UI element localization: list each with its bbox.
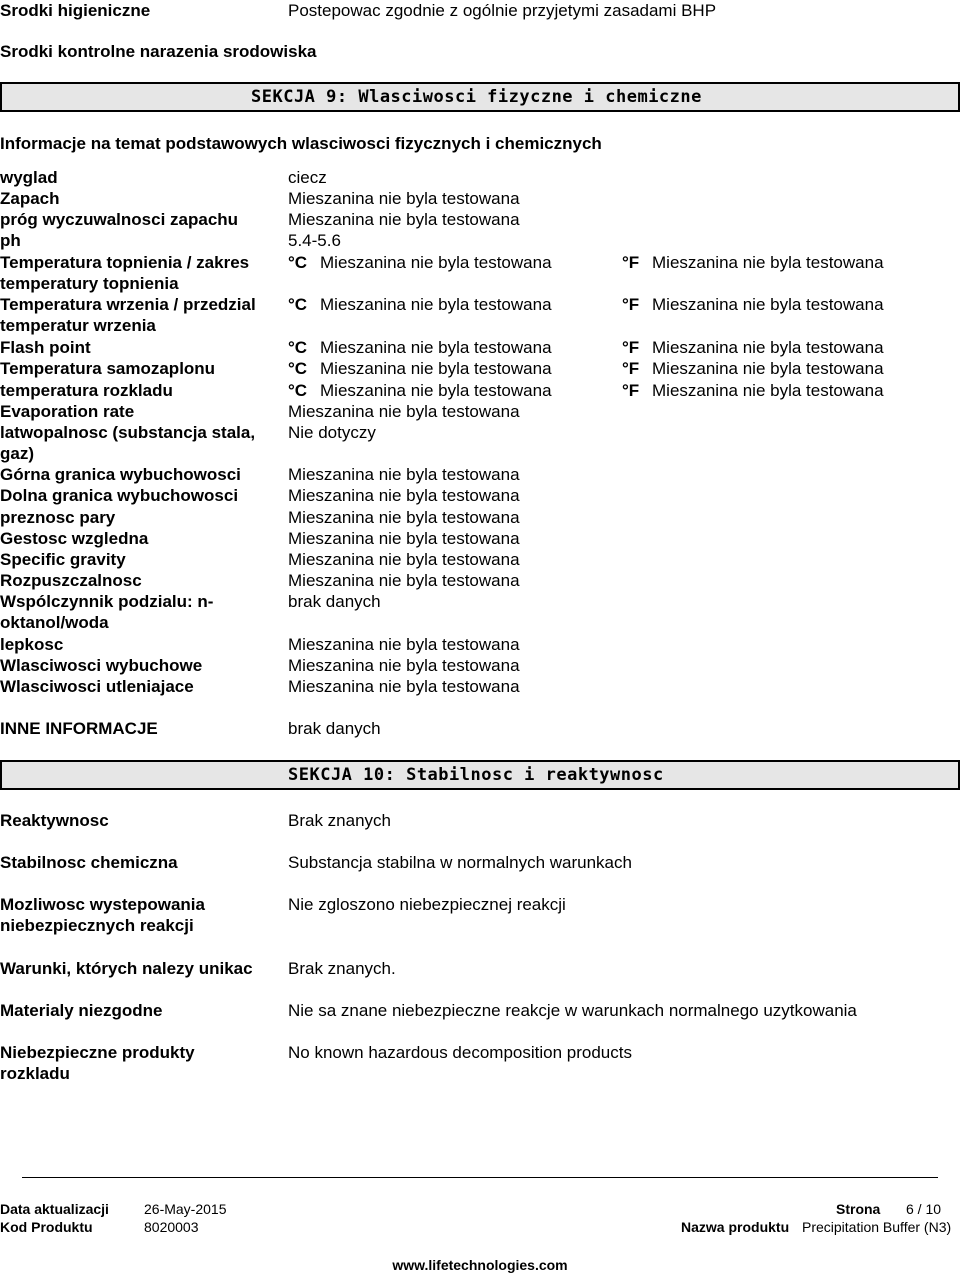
hygiene-value: Postepowac zgodnie z ogólnie przyjetymi zasadami BHP (288, 1, 717, 20)
prop-label: Flash point (0, 338, 91, 357)
celsius-unit: °C (288, 253, 308, 272)
prop-label: Wlasciwosci utleniajace (0, 677, 194, 696)
prop-value: Mieszanina nie byla testowana (288, 465, 520, 484)
product-name-value: Precipitation Buffer (N3) (802, 1219, 952, 1235)
celsius-unit: °C (288, 338, 308, 357)
prop-label: Gestosc wzgledna (0, 529, 149, 548)
prop-value: Mieszanina nie byla testowana (288, 486, 520, 505)
stability-label: Warunki, których nalezy unikac (0, 959, 253, 978)
section9-subtitle: Informacje na temat podstawowych wlasciwosci fizycznych i chemicznych (0, 134, 602, 153)
prop-value: Mieszanina nie byla testowana (288, 529, 520, 548)
celsius-unit: °C (288, 359, 308, 378)
fahrenheit-value: Mieszanina nie byla testowana (652, 381, 884, 400)
product-code-label: Kod Produktu (0, 1219, 93, 1235)
page-number: 6 / 10 (906, 1201, 942, 1217)
stability-label: Stabilnosc chemiczna (0, 853, 178, 872)
prop-label: temperatura rozkladu (0, 381, 173, 400)
stability-value: Nie zgloszono niebezpiecznej reakcji (288, 895, 566, 914)
celsius-value: Mieszanina nie byla testowana (320, 295, 552, 314)
page-label: Strona (836, 1201, 881, 1217)
stability-value: Nie sa znane niebezpieczne reakcje w warunkach normalnego uzytkowania (288, 1001, 857, 1020)
stability-value: Substancja stabilna w normalnych warunkach (288, 853, 632, 872)
prop-label: lepkosc (0, 635, 64, 654)
celsius-unit: °C (288, 381, 308, 400)
fahrenheit-unit: °F (622, 295, 640, 314)
prop-label: Temperatura wrzenia / przedzial temperatur wrzenia (0, 295, 256, 335)
prop-label: Evaporation rate (0, 402, 135, 421)
product-name-label: Nazwa produktu (681, 1219, 790, 1235)
celsius-unit: °C (288, 295, 308, 314)
revision-date-label: Data aktualizacji (0, 1201, 109, 1217)
prop-value: 5.4-5.6 (288, 231, 341, 250)
fahrenheit-value: Mieszanina nie byla testowana (652, 338, 884, 357)
prop-label: Temperatura samozaplonu (0, 359, 216, 378)
prop-label: latwopalnosc (substancja stala, gaz) (0, 423, 256, 463)
fahrenheit-value: Mieszanina nie byla testowana (652, 253, 884, 272)
footer-divider (22, 1177, 938, 1178)
prop-value: Mieszanina nie byla testowana (288, 635, 520, 654)
section10-title: SEKCJA 10: Stabilnosc i reaktywnosc (288, 765, 664, 785)
other-info-value: brak danych (288, 719, 381, 738)
section9-title: SEKCJA 9: Wlasciwosci fizyczne i chemiczne (251, 87, 702, 107)
fahrenheit-unit: °F (622, 338, 640, 357)
prop-label: próg wyczuwalnosci zapachu (0, 210, 239, 229)
revision-date-value: 26-May-2015 (144, 1201, 227, 1217)
prop-value: Nie dotyczy (288, 423, 376, 442)
env-control-label: Srodki kontrolne narazenia srodowiska (0, 42, 317, 61)
prop-value: Mieszanina nie byla testowana (288, 402, 520, 421)
prop-label: Wspólczynnik podzialu: n-oktanol/woda (0, 592, 214, 632)
prop-label: Specific gravity (0, 550, 126, 569)
stability-label: Reaktywnosc (0, 811, 109, 830)
prop-value: Mieszanina nie byla testowana (288, 508, 520, 527)
stability-value: Brak znanych (288, 811, 391, 830)
prop-label: wyglad (0, 168, 58, 187)
prop-label: Zapach (0, 189, 60, 208)
product-code-value: 8020003 (144, 1219, 199, 1235)
prop-value: Mieszanina nie byla testowana (288, 189, 520, 208)
stability-label: Mozliwosc wystepowania niebezpiecznych reakcji (0, 895, 205, 935)
prop-label: Górna granica wybuchowosci (0, 465, 241, 484)
celsius-value: Mieszanina nie byla testowana (320, 381, 552, 400)
prop-value: Mieszanina nie byla testowana (288, 550, 520, 569)
prop-label: Wlasciwosci wybuchowe (0, 656, 203, 675)
website-link[interactable]: www.lifetechnologies.com (392, 1257, 568, 1273)
other-info-label: INNE INFORMACJE (0, 719, 158, 738)
prop-value: brak danych (288, 592, 381, 611)
prop-label: Dolna granica wybuchowosci (0, 486, 239, 505)
fahrenheit-unit: °F (622, 381, 640, 400)
hygiene-label: Srodki higieniczne (0, 1, 151, 20)
fahrenheit-value: Mieszanina nie byla testowana (652, 359, 884, 378)
fahrenheit-value: Mieszanina nie byla testowana (652, 295, 884, 314)
stability-label: Niebezpieczne produkty rozkladu (0, 1043, 195, 1083)
prop-value: Mieszanina nie byla testowana (288, 656, 520, 675)
stability-label: Materialy niezgodne (0, 1001, 163, 1020)
stability-value: Brak znanych. (288, 959, 396, 978)
fahrenheit-unit: °F (622, 359, 640, 378)
prop-value: Mieszanina nie byla testowana (288, 571, 520, 590)
stability-value: No known hazardous decomposition products (288, 1043, 632, 1062)
prop-label: ph (0, 231, 21, 250)
celsius-value: Mieszanina nie byla testowana (320, 359, 552, 378)
prop-value: Mieszanina nie byla testowana (288, 210, 520, 229)
prop-label: Rozpuszczalnosc (0, 571, 142, 590)
prop-label: Temperatura topnienia / zakres temperatury topnienia (0, 253, 250, 293)
prop-label: preznosc pary (0, 508, 116, 527)
celsius-value: Mieszanina nie byla testowana (320, 338, 552, 357)
celsius-value: Mieszanina nie byla testowana (320, 253, 552, 272)
prop-value: Mieszanina nie byla testowana (288, 677, 520, 696)
prop-value: ciecz (288, 168, 327, 187)
fahrenheit-unit: °F (622, 253, 640, 272)
